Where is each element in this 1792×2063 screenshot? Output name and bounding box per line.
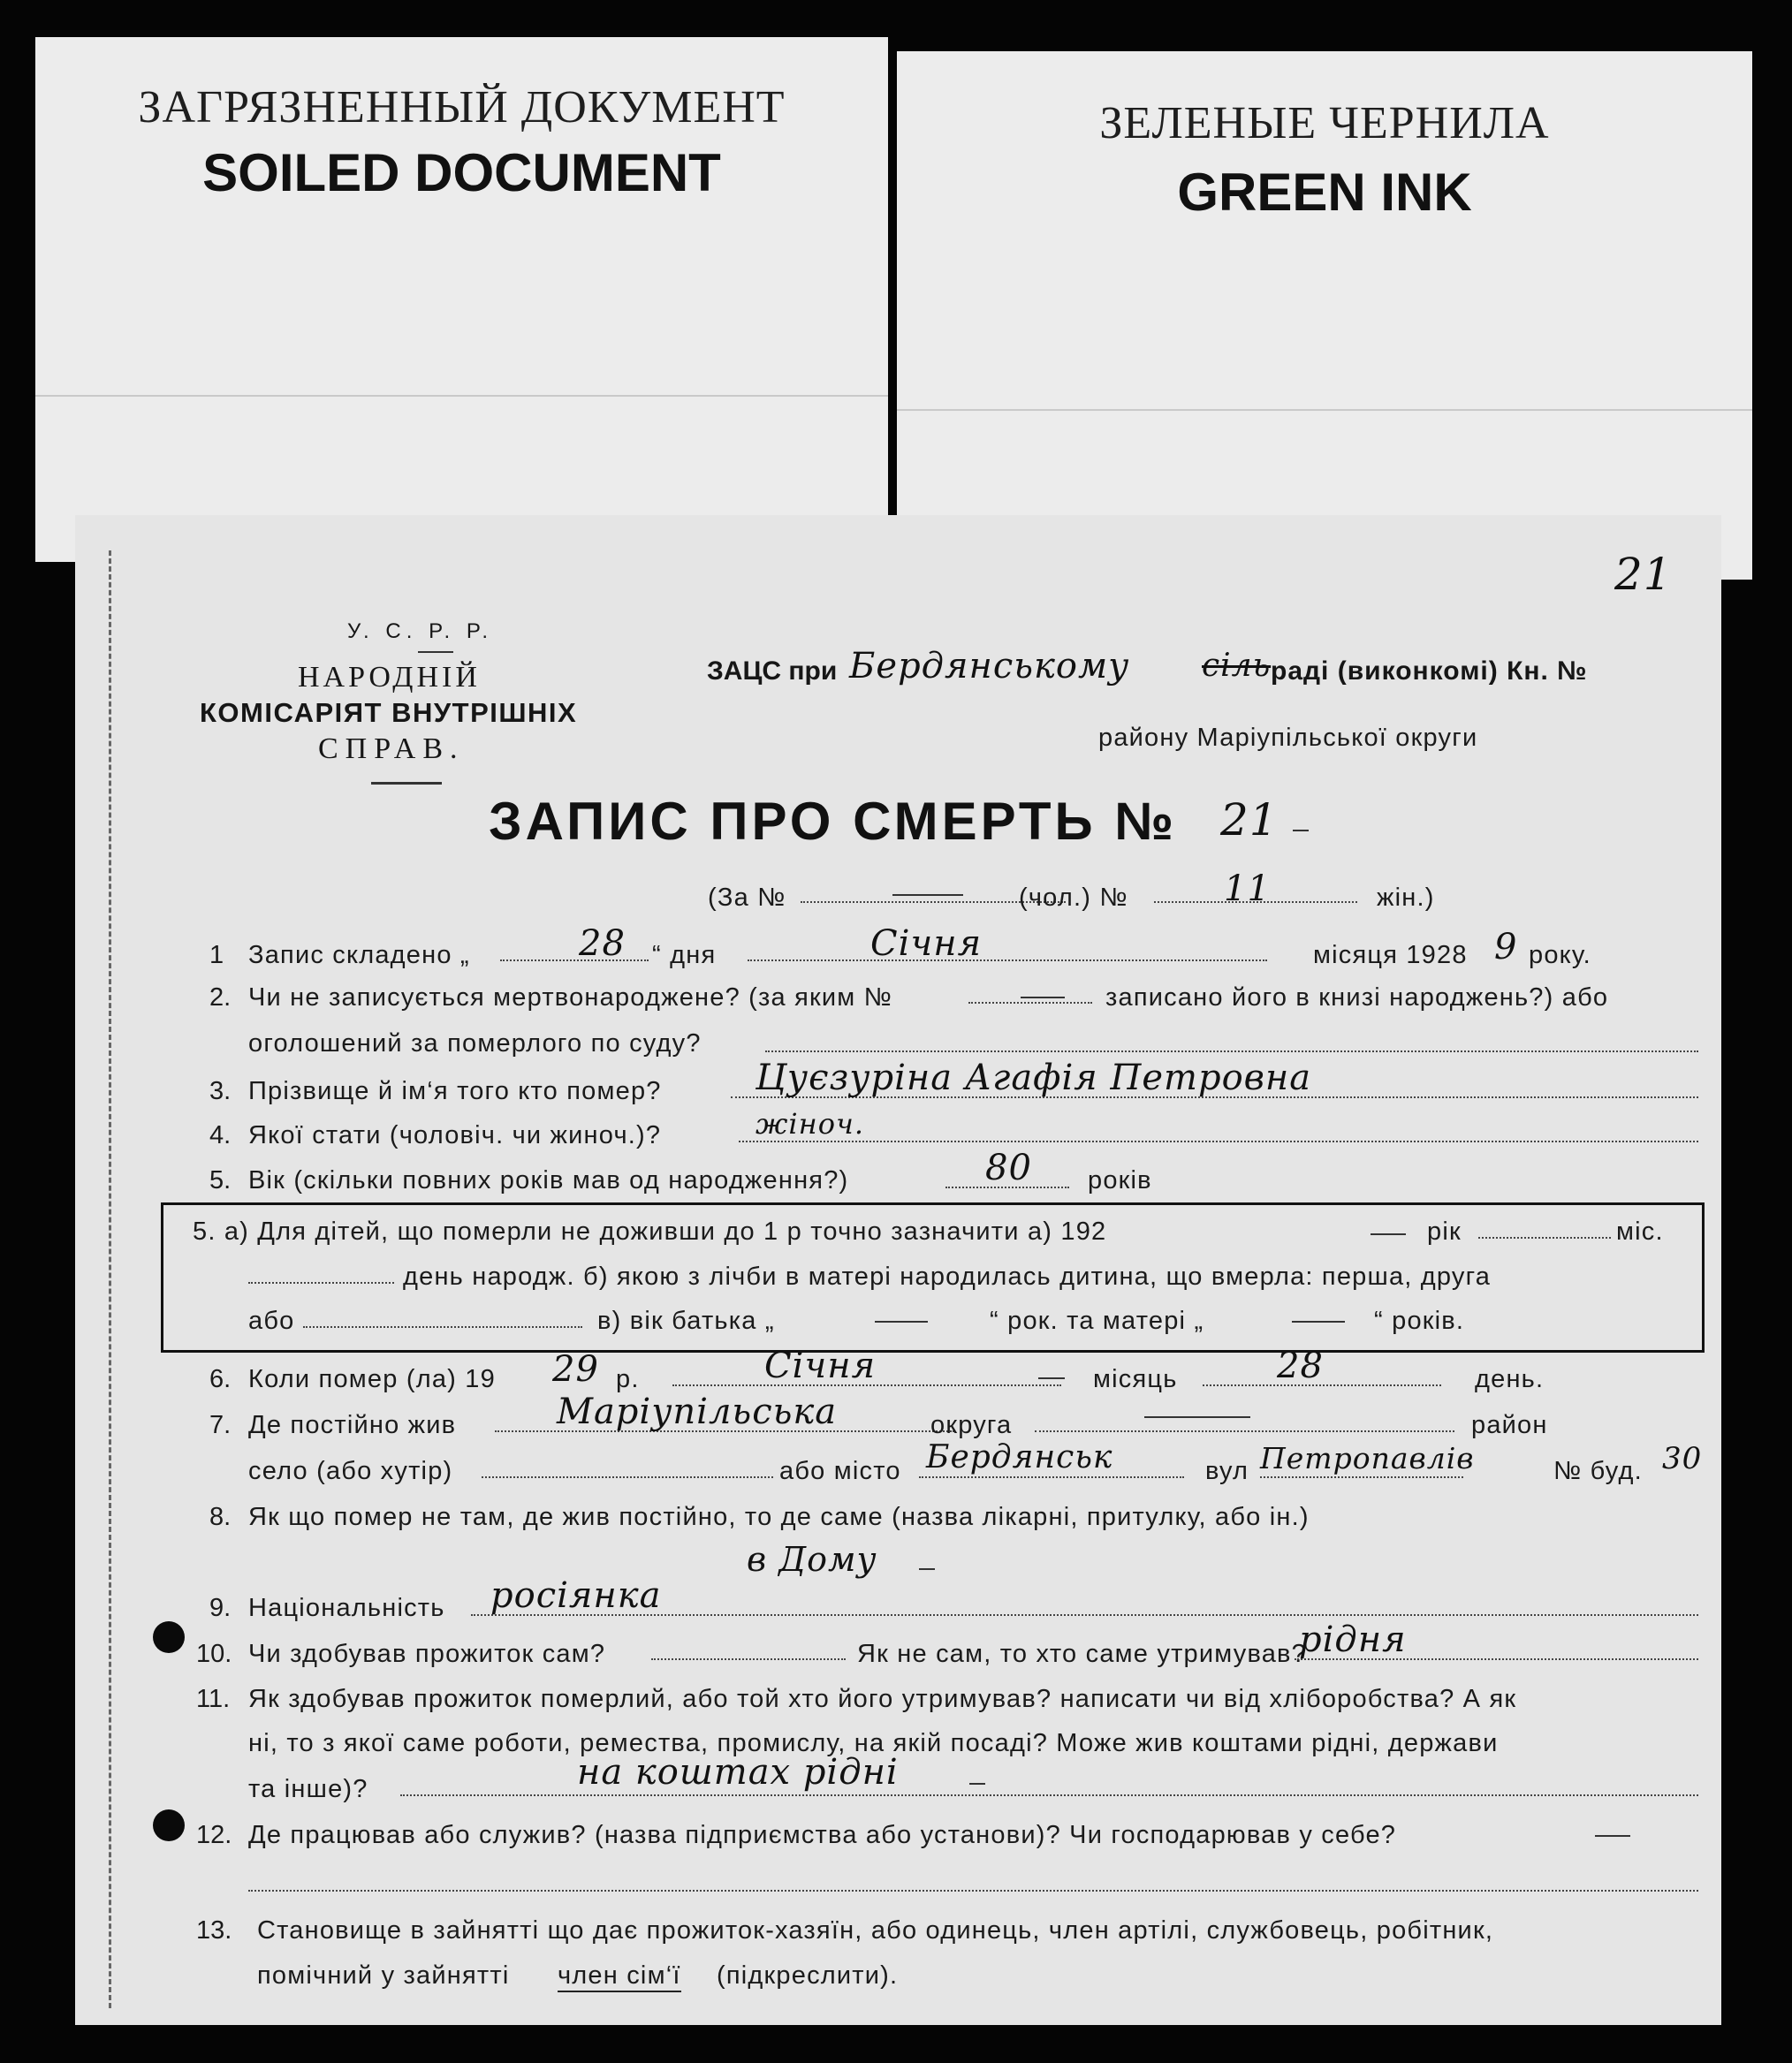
perforation-line	[109, 550, 111, 2008]
row-13-line1: Становище в зайнятті що дає прожиток-хазяїн, або одинець, член артілі, службовець, робітник,	[257, 1916, 1494, 1945]
row-6-den: день.	[1475, 1365, 1545, 1393]
dash-mark	[1038, 1377, 1065, 1379]
soiled-label-en: SOILED DOCUMENT	[202, 143, 721, 202]
row-13-line2c: (підкреслити).	[717, 1961, 899, 1990]
green-label-ru: ЗЕЛЕНЫЕ ЧЕРНИЛА	[1099, 98, 1550, 148]
dotted-line	[248, 1890, 1698, 1892]
row-13-number: 13.	[196, 1916, 232, 1945]
section-5a-rokiv: “ років.	[1374, 1307, 1465, 1335]
row-13-line2-underlined: член сім‘ї	[558, 1961, 681, 1992]
row-6-label: Коли помер (ла) 19	[248, 1365, 496, 1393]
row-11-number: 11.	[196, 1685, 231, 1713]
dash-mark	[1292, 1321, 1345, 1323]
dash-mark	[1595, 1835, 1630, 1837]
row-11-line2: ні, то з якої саме роботи, ремества, промислу, на якій посаді? Може жив коштами рідні, держави	[248, 1729, 1499, 1757]
dotted-line	[1260, 1476, 1463, 1478]
death-place-handwritten: в Дому	[747, 1540, 877, 1579]
card-crease	[35, 395, 888, 397]
row-6-misyats: місяць	[1093, 1365, 1178, 1393]
sex-handwritten: жіноч.	[756, 1107, 865, 1141]
row-1-number: 1	[209, 941, 224, 969]
dotted-line	[482, 1476, 773, 1478]
row-7-misto: або місто	[779, 1457, 901, 1485]
row-7-bud: № буд.	[1553, 1457, 1643, 1485]
row-3-number: 3.	[209, 1077, 232, 1105]
residence-okruha-handwritten: Маріупільська	[557, 1392, 838, 1432]
row-6-number: 6.	[209, 1365, 232, 1393]
death-year-handwritten: 29	[552, 1349, 599, 1390]
row-7-selo: село (або хутір)	[248, 1457, 453, 1485]
row-5-label: Вік (скільки повних років мав од народження?)	[248, 1166, 849, 1195]
record-month-handwritten: Січня	[870, 923, 983, 964]
za-prefix: (За №	[708, 884, 786, 912]
row-6-r: р.	[616, 1365, 640, 1393]
row-7-rayon: район	[1471, 1411, 1548, 1439]
deceased-name-handwritten: Цуєзуріна Агафія Петровна	[756, 1058, 1312, 1098]
zags-struck-word: сіль	[1202, 648, 1272, 684]
section-5a-line2: день народж. б) якою з лічби в матері народилась дитина, що вмерла: перша, друга	[403, 1263, 1492, 1291]
row-10-number: 10.	[196, 1640, 232, 1668]
section-5a-line1: 5. а) Для дітей, що померли не доживши до 1 р точно зазначити а) 192	[193, 1217, 1107, 1246]
age-handwritten: 80	[985, 1148, 1032, 1188]
soiled-document-label	[35, 37, 888, 562]
row-2-label-line2: оголошений за померлого по суду?	[248, 1029, 702, 1058]
row-8-label: Як що помер не там, де жив постійно, то де саме (назва лікарні, притулку, або ін.)	[248, 1503, 1310, 1531]
green-ink-label	[897, 51, 1752, 580]
dotted-line	[765, 1050, 1698, 1052]
section-5a-mother-age: “ рок. та матері „	[990, 1307, 1204, 1335]
dotted-line	[748, 959, 1267, 961]
row-9-number: 9.	[209, 1594, 232, 1622]
dash-mark	[875, 1321, 928, 1323]
record-year-handwritten: 9	[1494, 927, 1518, 967]
row-1-dnya: “ дня	[652, 941, 717, 969]
row-9-label: Національність	[248, 1594, 445, 1622]
row-4-label: Якої стати (чоловіч. чи жиноч.)?	[248, 1121, 662, 1149]
dash-mark	[892, 894, 963, 896]
nationality-handwritten: росіянка	[490, 1575, 662, 1616]
supporter-handwritten: рідня	[1299, 1619, 1407, 1660]
header-rule	[371, 782, 442, 785]
header-rule	[418, 651, 453, 653]
section-5a-rik: рік	[1427, 1217, 1462, 1246]
dotted-line	[1478, 1237, 1611, 1239]
za-chol-handwritten: 11	[1224, 868, 1271, 909]
dotted-line	[1035, 1430, 1454, 1432]
row-8-number: 8.	[209, 1503, 232, 1531]
header-ussr: У. С. Р. Р.	[347, 619, 494, 643]
record-day-handwritten: 28	[579, 923, 626, 964]
row-11-line3: та інше)?	[248, 1775, 368, 1803]
dotted-line	[919, 1476, 1184, 1478]
dotted-line	[248, 1282, 394, 1284]
row-4-number: 4.	[209, 1121, 232, 1149]
row-7-vul: вул	[1205, 1457, 1249, 1485]
card-crease	[897, 409, 1752, 411]
form-title: ЗАПИС ПРО СМЕРТЬ №	[489, 792, 1178, 851]
row-7-label: Де постійно жив	[248, 1411, 457, 1439]
header-komisariat: КОМІСАРІЯТ ВНУТРІШНІХ	[200, 697, 578, 728]
dotted-line	[500, 959, 649, 961]
zags-prefix: ЗАЦС при	[707, 656, 838, 686]
dotted-line	[739, 1141, 1698, 1142]
row-3-label: Прізвище й ім‘я того кто помер?	[248, 1077, 662, 1105]
record-number-handwritten: 21	[1220, 794, 1279, 846]
punch-hole	[153, 1621, 185, 1653]
death-month-handwritten: Січня	[764, 1346, 877, 1386]
dotted-line	[968, 1002, 1092, 1004]
section-5a-abo: або	[248, 1307, 295, 1335]
header-narodniy: НАРОДНІЙ	[298, 661, 481, 694]
row-7-number: 7.	[209, 1411, 232, 1439]
residence-house-handwritten: 30	[1662, 1441, 1703, 1476]
row-10-label: Чи здобував прожиток сам?	[248, 1640, 606, 1668]
row-1-label: Запис складено „	[248, 941, 470, 969]
za-chol: (чол.) №	[1019, 884, 1128, 912]
dash-mark	[1021, 997, 1065, 998]
row-1-roku: року.	[1529, 941, 1591, 969]
za-zhin: жін.)	[1377, 884, 1435, 912]
row-5-rokiv: років	[1088, 1166, 1152, 1195]
row-5-number: 5.	[209, 1166, 232, 1195]
section-5a-father-age: в) вік батька „	[597, 1307, 775, 1335]
row-12-label: Де працював або служив? (назва підприємства або установи)? Чи господарював у себе?	[248, 1821, 1397, 1849]
district-line: району Маріупільської округи	[1098, 724, 1478, 752]
death-day-handwritten: 28	[1277, 1346, 1324, 1386]
row-1-month-year: місяця 1928	[1313, 941, 1468, 969]
row-12-number: 12.	[196, 1821, 232, 1849]
dotted-line	[303, 1326, 582, 1328]
green-label-en: GREEN INK	[1177, 163, 1472, 222]
livelihood-handwritten: на коштах рідні	[577, 1752, 899, 1793]
page-number: 21	[1614, 549, 1673, 600]
dash-mark	[1293, 830, 1309, 831]
section-5a-mis: міс.	[1616, 1217, 1664, 1246]
dash-mark	[1371, 1233, 1406, 1235]
row-10-label-cont: Як не сам, то хто саме утримував?	[857, 1640, 1307, 1668]
dash-mark	[969, 1783, 985, 1785]
row-11-line1: Як здобував прожиток померлий, або той хто його утримував? написати чи від хліборобства? А як	[248, 1685, 1517, 1713]
residence-street-handwritten: Петропавлів	[1260, 1441, 1475, 1475]
dotted-line	[400, 1794, 1698, 1796]
dash-mark	[919, 1568, 935, 1570]
row-2-number: 2.	[209, 983, 232, 1012]
residence-city-handwritten: Бердянськ	[926, 1439, 1113, 1475]
row-2-label: Чи не записується мертвонароджене? (за яким №	[248, 983, 892, 1012]
header-sprav: СПРАВ.	[318, 732, 465, 765]
dotted-line	[651, 1658, 846, 1660]
zags-suffix: раді (виконкомі) Кн. №	[1271, 656, 1588, 686]
punch-hole	[153, 1809, 185, 1841]
row-2-label-cont: записано його в книзі народжень?) або	[1105, 983, 1609, 1012]
dash-mark	[1144, 1416, 1250, 1418]
death-record-form	[75, 515, 1721, 2025]
row-7-okruha: округа	[930, 1411, 1013, 1439]
soiled-label-ru: ЗАГРЯЗНЕННЫЙ ДОКУМЕНТ	[138, 82, 786, 133]
zags-council-handwritten: Бердянському	[849, 646, 1130, 686]
row-13-line2a: помічний у зайнятті	[257, 1961, 510, 1990]
